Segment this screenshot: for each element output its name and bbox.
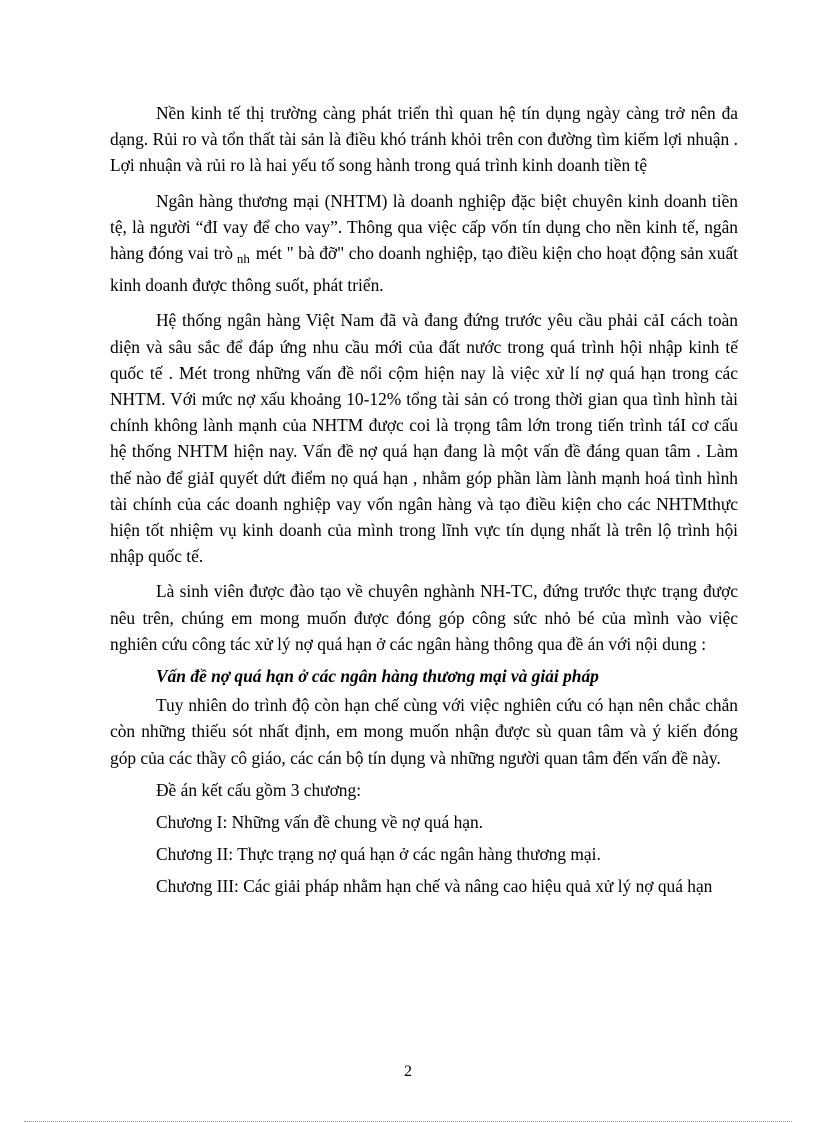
project-title: Vấn đề nợ quá hạn ở các ngân hàng thương mại và giải pháp xyxy=(156,666,599,687)
nhtm-role-subscript: nh xyxy=(236,251,250,267)
page-break-rule xyxy=(24,1121,792,1122)
nhtm-role-text-before: Ngân hàng thương mại (NHTM) là doanh nghiệp đặc biệt chuyên kinh doanh tiền tệ, là người “đI vay để cho vay”. Thông qua việc cấp vốn tín dụng cho nền kinh tế, ngân hàng đóng vai trò xyxy=(110,190,738,264)
structure-intro: Đề án kết cấu gồm 3 chương: xyxy=(156,779,362,800)
chapter-item: Chương III: Các giải pháp nhằm hạn chế và nâng cao hiệu quả xử lý nợ quá hạn xyxy=(156,876,713,897)
nhtm-role-paragraph xyxy=(110,188,738,299)
student-motivation-paragraph: Là sinh viên được đào tạo về chuyên nghành NH-TC, đứng trước thực trạng được nêu trên, chúng em mong muốn được đóng góp công sức nhỏ bé của mình vào việc nghiên cứu công tác xử lý nợ quá hạn ở các ngân hàng thông qua đề án với nội dung : xyxy=(110,581,738,654)
intro-paragraph: Nền kinh tế thị trường càng phát triển thì quan hệ tín dụng ngày càng trở nên đa dạng. Rủi ro và tổn thất tài sản là điều khó tránh khỏi trên con đường tìm kiếm lợi nhuận . Lợi nhuận và rủi ro là hai yếu tố song hành trong quá trình kinh doanh tiền tệ xyxy=(110,103,738,176)
closing-paragraph: Tuy nhiên do trình độ còn hạn chế cùng với việc nghiên cứu có hạn nên chắc chắn còn những thiếu sót nhất định, em mong muốn nhận được sù quan tâm và ý kiến đóng góp của các thầy cô giáo, các cán bộ tín dụng và những người quan tâm đến vấn đề này. xyxy=(110,695,738,768)
nhtm-role-text-after: mét " bà đỡ" cho doanh nghiệp, tạo điều kiện cho hoạt động sản xuất kinh doanh được thông suốt, phát triển. xyxy=(110,243,738,296)
chapter-item: Chương II: Thực trạng nợ quá hạn ở các ngân hàng thương mại. xyxy=(156,844,601,865)
page-number: 2 xyxy=(404,1063,412,1080)
banking-reform-paragraph: Hệ thống ngân hàng Việt Nam đã và đang đứng trước yêu cầu phải cảI cách toàn diện và sâu sắc để đáp ứng nhu cầu mới của đất nước trong quá trình hội nhập kinh tế quốc tế . Mét trong những vấn đề nổi cộm hiện nay là việc xử lí nợ quá hạn trong các NHTM. Với mức nợ xấu khoảng 10-12% tổng tài sản có trong thời gian qua tình hình tài chính không lành mạnh của NHTM được coi là trọng tâm lớn trong tiến trình táI cơ cấu hệ thống NHTM hiện nay. Vấn đề nợ quá hạn đang là một vấn đề đáng quan tâm . Làm thế nào để giảI quyết dứt điểm nọ quá hạn , nhằm góp phần làm lành mạnh hoá tình hình tài chính của các doanh nghiệp vay vốn ngân hàng và tạo điều kiện cho các NHTMthực hiện tốt nhiệm vụ kinh doanh của mình trong lĩnh vực tín dụng nhất là trên lộ trình hội nhập quốc tế. xyxy=(110,310,738,567)
document-body xyxy=(110,100,738,906)
chapter-item: Chương I: Những vấn đề chung về nợ quá hạn. xyxy=(156,812,484,833)
